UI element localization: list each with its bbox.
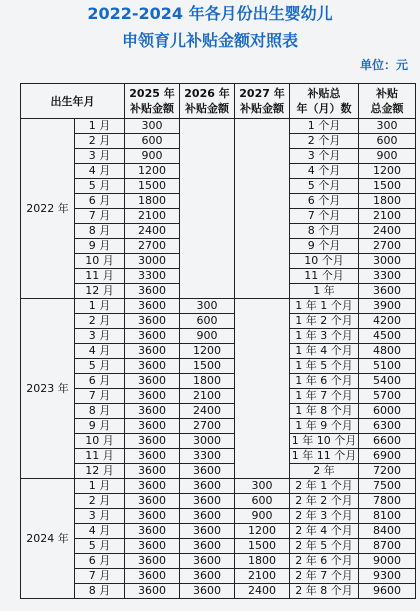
months-count-cell: 1 年 2 个月 xyxy=(290,314,359,329)
months-count-cell: 11 个月 xyxy=(290,269,359,284)
amount-2026-cell: 3600 xyxy=(180,539,235,554)
months-count-cell: 1 年 4 个月 xyxy=(290,344,359,359)
amount-2025-cell: 900 xyxy=(125,149,180,164)
total-cell: 8100 xyxy=(359,509,416,524)
total-cell: 7800 xyxy=(359,494,416,509)
amount-2026-cell: 600 xyxy=(180,314,235,329)
unit-label: 单位：元 xyxy=(359,58,408,72)
month-cell: 10 月 xyxy=(75,254,125,269)
header-2025 xyxy=(125,84,180,119)
month-cell: 4 月 xyxy=(75,524,125,539)
total-cell: 7200 xyxy=(359,464,416,479)
month-cell: 6 月 xyxy=(75,194,125,209)
amount-2025-cell: 3600 xyxy=(125,434,180,449)
amount-2025-cell: 3600 xyxy=(125,479,180,494)
month-cell: 6 月 xyxy=(75,374,125,389)
total-cell: 9600 xyxy=(359,584,416,599)
amount-2025-cell: 3600 xyxy=(125,509,180,524)
amount-2025-cell: 3600 xyxy=(125,299,180,314)
total-cell: 2400 xyxy=(359,224,416,239)
header-2025-text: 2025 年 补贴金额 xyxy=(129,87,175,115)
amount-2025-cell: 3600 xyxy=(125,539,180,554)
months-count-cell: 2 年 8 个月 xyxy=(290,584,359,599)
month-cell: 8 月 xyxy=(75,584,125,599)
amount-2025-cell: 3600 xyxy=(125,329,180,344)
month-cell: 10 月 xyxy=(75,434,125,449)
table-row xyxy=(21,509,416,524)
amount-2025-cell: 1500 xyxy=(125,179,180,194)
months-count-cell: 1 年 9 个月 xyxy=(290,419,359,434)
amount-2026-cell: 1200 xyxy=(180,344,235,359)
amount-2026-cell: 3600 xyxy=(180,554,235,569)
amount-2025-cell: 300 xyxy=(125,119,180,134)
months-count-cell: 4 个月 xyxy=(290,164,359,179)
title-line-2: 申领育儿补贴金额对照表 xyxy=(121,31,298,50)
amount-2027-cell: 600 xyxy=(235,494,290,509)
amount-2025-cell: 3600 xyxy=(125,494,180,509)
months-count-cell: 2 年 xyxy=(290,464,359,479)
amount-2027-cell: 300 xyxy=(235,479,290,494)
header-2026-text: 2026 年 补贴金额 xyxy=(184,87,230,115)
header-total xyxy=(359,84,416,119)
amount-2027-cell: 2400 xyxy=(235,584,290,599)
total-cell: 9000 xyxy=(359,554,416,569)
total-cell: 6000 xyxy=(359,404,416,419)
month-cell: 5 月 xyxy=(75,359,125,374)
month-cell: 2 月 xyxy=(75,494,125,509)
amount-2025-cell: 3600 xyxy=(125,584,180,599)
months-count-cell: 2 年 7 个月 xyxy=(290,569,359,584)
month-cell: 11 月 xyxy=(75,449,125,464)
table-header-row xyxy=(21,84,416,119)
table-row xyxy=(21,344,416,359)
month-cell: 6 月 xyxy=(75,554,125,569)
total-cell: 4800 xyxy=(359,344,416,359)
months-count-cell: 8 个月 xyxy=(290,224,359,239)
table-row xyxy=(21,569,416,584)
months-count-cell: 3 个月 xyxy=(290,149,359,164)
months-count-cell: 2 年 1 个月 xyxy=(290,479,359,494)
total-cell: 3300 xyxy=(359,269,416,284)
total-cell: 600 xyxy=(359,134,416,149)
months-count-cell: 1 年 10 个月 xyxy=(290,434,359,449)
months-count-cell: 1 年 11 个月 xyxy=(290,449,359,464)
year-cell: 2022 年 xyxy=(21,119,75,299)
total-cell: 6600 xyxy=(359,434,416,449)
months-count-cell: 1 个月 xyxy=(290,119,359,134)
amount-2026-cell: 900 xyxy=(180,329,235,344)
table-row xyxy=(21,479,416,494)
amount-2026-cell: 3000 xyxy=(180,434,235,449)
amount-2027-cell xyxy=(235,119,290,299)
amount-2026-cell: 3600 xyxy=(180,509,235,524)
year-cell: 2024 年 xyxy=(21,479,75,599)
year-cell: 2023 年 xyxy=(21,299,75,479)
table-row xyxy=(21,539,416,554)
total-cell: 3900 xyxy=(359,299,416,314)
month-cell: 1 月 xyxy=(75,119,125,134)
amount-2027-cell: 900 xyxy=(235,509,290,524)
total-cell: 5700 xyxy=(359,389,416,404)
month-cell: 9 月 xyxy=(75,419,125,434)
table-row xyxy=(21,404,416,419)
total-cell: 7500 xyxy=(359,479,416,494)
total-cell: 6300 xyxy=(359,419,416,434)
header-months xyxy=(290,84,359,119)
total-cell: 5100 xyxy=(359,359,416,374)
amount-2025-cell: 3600 xyxy=(125,554,180,569)
month-cell: 7 月 xyxy=(75,209,125,224)
title-line-1: 2022-2024 年各月份出生婴幼儿 xyxy=(87,4,333,23)
month-cell: 11 月 xyxy=(75,269,125,284)
amount-2026-cell: 2400 xyxy=(180,404,235,419)
month-cell: 7 月 xyxy=(75,389,125,404)
table-row xyxy=(21,359,416,374)
amount-2026-cell: 3600 xyxy=(180,464,235,479)
table-row xyxy=(21,464,416,479)
month-cell: 2 月 xyxy=(75,314,125,329)
months-count-cell: 9 个月 xyxy=(290,239,359,254)
month-cell: 12 月 xyxy=(75,284,125,299)
total-cell: 3000 xyxy=(359,254,416,269)
subsidy-table xyxy=(20,83,416,599)
month-cell: 2 月 xyxy=(75,134,125,149)
total-cell: 6900 xyxy=(359,449,416,464)
amount-2025-cell: 3600 xyxy=(125,314,180,329)
header-months-text: 补贴总 年（月）数 xyxy=(296,87,352,115)
total-cell: 2100 xyxy=(359,209,416,224)
amount-2026-cell: 3600 xyxy=(180,524,235,539)
months-count-cell: 2 年 6 个月 xyxy=(290,554,359,569)
months-count-cell: 6 个月 xyxy=(290,194,359,209)
table-row xyxy=(21,119,416,134)
table-row xyxy=(21,299,416,314)
amount-2025-cell: 3600 xyxy=(125,464,180,479)
total-cell: 1800 xyxy=(359,194,416,209)
table-row xyxy=(21,314,416,329)
amount-2026-cell: 3600 xyxy=(180,569,235,584)
amount-2027-cell: 1800 xyxy=(235,554,290,569)
months-count-cell: 2 年 3 个月 xyxy=(290,509,359,524)
total-cell: 300 xyxy=(359,119,416,134)
total-cell: 1200 xyxy=(359,164,416,179)
amount-2025-cell: 2100 xyxy=(125,209,180,224)
month-cell: 12 月 xyxy=(75,464,125,479)
amount-2025-cell: 3600 xyxy=(125,569,180,584)
months-count-cell: 2 年 4 个月 xyxy=(290,524,359,539)
amount-2026-cell: 3600 xyxy=(180,584,235,599)
table-body xyxy=(21,119,416,599)
month-cell: 4 月 xyxy=(75,344,125,359)
header-2026 xyxy=(180,84,235,119)
table-row xyxy=(21,494,416,509)
months-count-cell: 2 年 2 个月 xyxy=(290,494,359,509)
header-total-text: 补贴 总金额 xyxy=(370,87,404,115)
month-cell: 5 月 xyxy=(75,539,125,554)
total-cell: 8400 xyxy=(359,524,416,539)
table-row xyxy=(21,584,416,599)
amount-2025-cell: 3600 xyxy=(125,284,180,299)
months-count-cell: 1 年 1 个月 xyxy=(290,299,359,314)
amount-2026-cell: 1800 xyxy=(180,374,235,389)
amount-2026-cell: 3300 xyxy=(180,449,235,464)
amount-2025-cell: 1800 xyxy=(125,194,180,209)
table-row xyxy=(21,524,416,539)
month-cell: 9 月 xyxy=(75,239,125,254)
amount-2025-cell: 3600 xyxy=(125,374,180,389)
table-row xyxy=(21,419,416,434)
total-cell: 4500 xyxy=(359,329,416,344)
month-cell: 4 月 xyxy=(75,164,125,179)
total-cell: 9300 xyxy=(359,569,416,584)
total-cell: 900 xyxy=(359,149,416,164)
amount-2025-cell: 3300 xyxy=(125,269,180,284)
months-count-cell: 5 个月 xyxy=(290,179,359,194)
months-count-cell: 1 年 6 个月 xyxy=(290,374,359,389)
table-row xyxy=(21,554,416,569)
amount-2026-cell: 3600 xyxy=(180,479,235,494)
amount-2027-cell: 2100 xyxy=(235,569,290,584)
amount-2025-cell: 2400 xyxy=(125,224,180,239)
header-birth: 出生年月 xyxy=(21,84,125,119)
header-2027 xyxy=(235,84,290,119)
total-cell: 4200 xyxy=(359,314,416,329)
table-row xyxy=(21,329,416,344)
month-cell: 8 月 xyxy=(75,404,125,419)
total-cell: 3600 xyxy=(359,284,416,299)
amount-2026-cell: 1500 xyxy=(180,359,235,374)
months-count-cell: 2 年 5 个月 xyxy=(290,539,359,554)
amount-2027-cell: 1500 xyxy=(235,539,290,554)
amount-2026-cell: 300 xyxy=(180,299,235,314)
amount-2026-cell xyxy=(180,119,235,299)
table-row xyxy=(21,374,416,389)
month-cell: 8 月 xyxy=(75,224,125,239)
month-cell: 1 月 xyxy=(75,299,125,314)
amount-2026-cell: 2700 xyxy=(180,419,235,434)
amount-2025-cell: 2700 xyxy=(125,239,180,254)
month-cell: 1 月 xyxy=(75,479,125,494)
total-cell: 2700 xyxy=(359,239,416,254)
amount-2026-cell: 2100 xyxy=(180,389,235,404)
month-cell: 5 月 xyxy=(75,179,125,194)
amount-2025-cell: 3600 xyxy=(125,419,180,434)
amount-2025-cell: 3600 xyxy=(125,359,180,374)
amount-2025-cell: 3000 xyxy=(125,254,180,269)
amount-2025-cell: 3600 xyxy=(125,389,180,404)
total-cell: 5400 xyxy=(359,374,416,389)
amount-2025-cell: 3600 xyxy=(125,449,180,464)
amount-2027-cell: 1200 xyxy=(235,524,290,539)
months-count-cell: 1 年 7 个月 xyxy=(290,389,359,404)
amount-2025-cell: 3600 xyxy=(125,344,180,359)
table-row xyxy=(21,389,416,404)
months-count-cell: 1 年 3 个月 xyxy=(290,329,359,344)
amount-2027-cell xyxy=(235,299,290,479)
months-count-cell: 10 个月 xyxy=(290,254,359,269)
month-cell: 7 月 xyxy=(75,569,125,584)
amount-2025-cell: 3600 xyxy=(125,524,180,539)
amount-2025-cell: 1200 xyxy=(125,164,180,179)
month-cell: 3 月 xyxy=(75,509,125,524)
table-row xyxy=(21,449,416,464)
months-count-cell: 1 年 5 个月 xyxy=(290,359,359,374)
amount-2025-cell: 600 xyxy=(125,134,180,149)
amount-2025-cell: 3600 xyxy=(125,404,180,419)
total-cell: 8700 xyxy=(359,539,416,554)
amount-2026-cell: 3600 xyxy=(180,494,235,509)
total-cell: 1500 xyxy=(359,179,416,194)
months-count-cell: 1 年 xyxy=(290,284,359,299)
month-cell: 3 月 xyxy=(75,329,125,344)
months-count-cell: 7 个月 xyxy=(290,209,359,224)
months-count-cell: 2 个月 xyxy=(290,134,359,149)
month-cell: 3 月 xyxy=(75,149,125,164)
months-count-cell: 1 年 8 个月 xyxy=(290,404,359,419)
header-2027-text: 2027 年 补贴金额 xyxy=(239,87,285,115)
table-row xyxy=(21,434,416,449)
